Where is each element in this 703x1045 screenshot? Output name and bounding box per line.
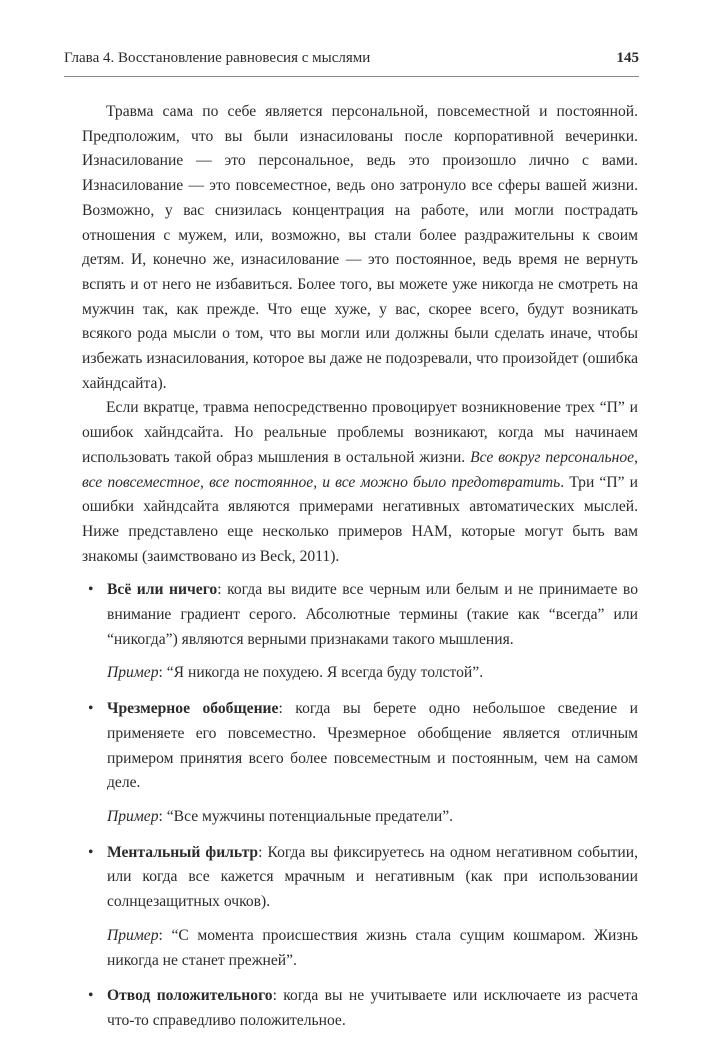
list-item-definition: : когда вы не учитываете или исключаете из расчета что-то справедливо положительное. [107, 987, 638, 1029]
list-item-example [107, 924, 638, 973]
bullet-icon: • [88, 987, 94, 1005]
example-text: : “С момента происшествия жизнь стала сущим кошмаром. Жизнь никогда не станет прежней”. [107, 926, 638, 969]
list-item-body [107, 841, 638, 915]
list-item-definition: : Когда вы фиксируетесь на одном негативном событии, или когда все кажется мрачным и негативным (как при использовании солнцезащитных очков). [107, 843, 638, 911]
example-text: : “Все мужчины потенциальные предатели”. [158, 807, 454, 825]
paragraph-text-before: Если вкратце, травма непосредственно провоцирует возникновение трех “П” и ошибок хайндсайта. Но реальные проблемы возникают, когда мы начинаем использовать такой образ мышления в остальной жизни. [82, 399, 638, 466]
list-item-term: Чрезмерное обобщение [107, 700, 279, 718]
list-item-body [107, 578, 638, 652]
paragraph-trauma [82, 100, 638, 396]
bullet-icon: • [88, 843, 94, 861]
list-item-definition: : когда вы видите все черным или белым и не принимаете во внимание градиент серого. Абсолютные термины (такие как “всегда” или “никогда”) являются верными признаками такого мышления. [107, 581, 638, 648]
example-label: Пример [107, 664, 159, 682]
list-item-mental-filter [82, 841, 638, 974]
list-item-term: Ментальный фильтр [107, 843, 259, 861]
bullet-icon: • [88, 700, 94, 718]
header-rule [64, 76, 639, 77]
list-item-example [107, 805, 638, 830]
list-item-disqualifying-positive [82, 984, 638, 1033]
paragraph-summary [82, 396, 638, 569]
list-item-body [107, 697, 638, 796]
running-header [64, 50, 639, 72]
paragraph-italic-phrase: Все вокруг персональное, все повсеместное, все постоянное, и все можно было предотвратить [82, 448, 638, 491]
example-text: : “Я никогда не похудею. Я всегда буду толстой”. [158, 664, 484, 682]
example-label: Пример [107, 926, 159, 944]
list-item-overgeneralization [82, 697, 638, 830]
distortions-list [82, 578, 638, 1033]
list-item-definition: : когда вы берете одно небольшое сведение и применяете его повсеместно. Чрезмерное обобщение является отличным примером принятия всего более повсеместным и постоянным, чем на самом деле. [107, 700, 639, 792]
chapter-title: Глава 4. Восстановление равновесия с мыслями [64, 50, 371, 66]
list-item-example [107, 661, 638, 686]
list-item-term: Отвод положительного [107, 987, 273, 1005]
paragraph-text-after: . Три “П” и ошибки хайндсайта являются примерами негативных автоматических мыслей. Ниже представлено еще несколько примеров НАМ, которые могут быть вам знакомы (заимствовано из Beck, 2011). [82, 473, 638, 565]
page-number: 145 [616, 50, 639, 66]
list-item-body [107, 984, 638, 1033]
list-item-all-or-nothing [82, 578, 638, 686]
page-body [82, 100, 638, 1045]
bullet-icon: • [88, 581, 94, 599]
list-item-term: Всё или ничего [107, 581, 218, 599]
example-label: Пример [107, 807, 159, 825]
paragraph-text: Травма сама по себе является персональной, повсеместной и постоянной. Предположим, что вы были изнасилованы после корпоративной вечеринки. Изнасилование — это персональное, ведь это произошло лично с вами. Изнасилование — это повсеместное, ведь оно затронуло все сферы вашей жизни. Возможно, у вас снизилась концентрация на работе, или могли пострадать отношения с мужем, или, возможно, вы стали более раздражительны к своим детям. И, конечно же, изнасилование — это постоянное, ведь время не вернуть вспять и от него не избавиться. Более того, вы можете уже никогда не смотреть на мужчин так, как прежде. Что еще хуже, у вас, скорее всего, будут возникать всякого рода мысли о том, что вы могли или должны были сделать иначе, чтобы избежать изнасилования, которое вы даже не подозревали, что произойдет (ошибка хайндсайта). [82, 103, 638, 392]
